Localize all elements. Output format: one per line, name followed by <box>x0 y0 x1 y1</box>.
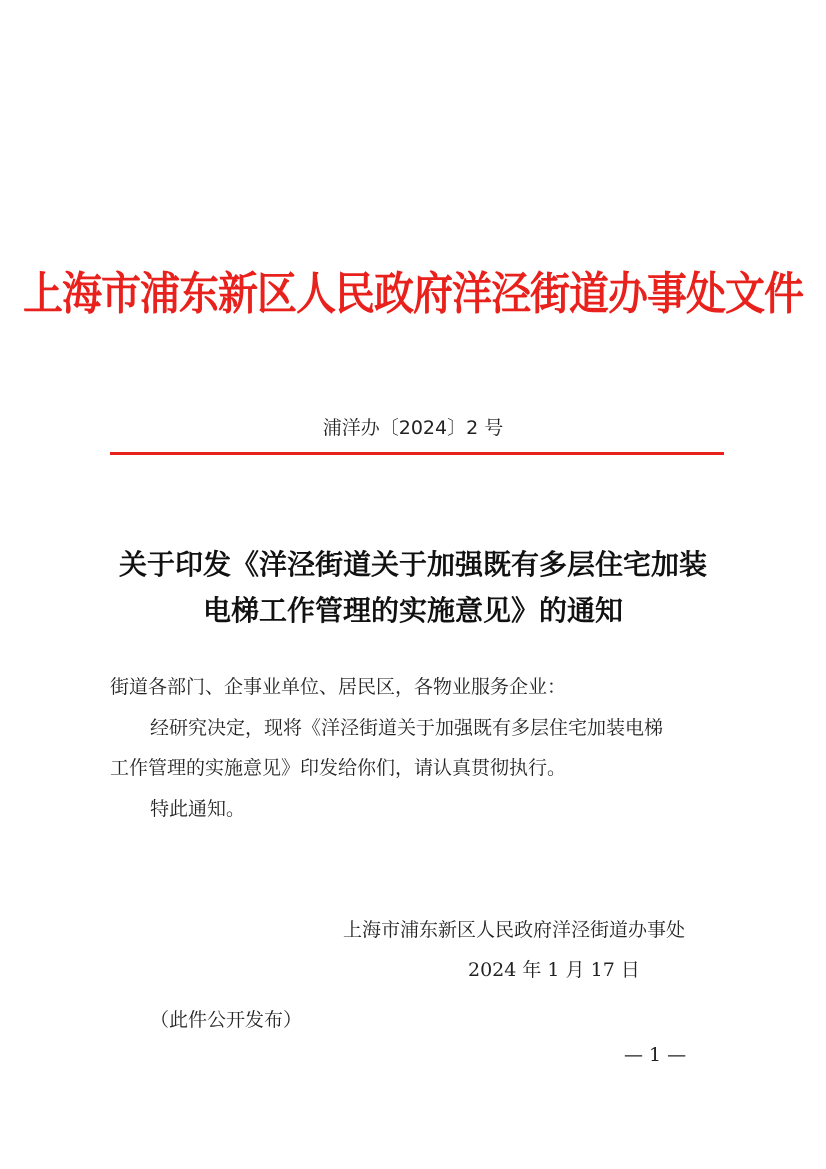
issuing-authority: 上海市浦东新区人民政府洋泾街道办事处 <box>343 919 686 941</box>
closing-remark: 特此通知。 <box>150 798 246 820</box>
notice-title-line-2: 电梯工作管理的实施意见》的通知 <box>202 594 623 627</box>
addressee-line: 街道各部门、企事业单位、居民区，各物业服务企业： <box>110 676 567 698</box>
page-number: — 1 — <box>624 1044 687 1066</box>
public-release-note: （此件公开发布） <box>150 1009 303 1031</box>
document-number: 浦洋办〔2024〕2 号 <box>322 417 504 439</box>
body-paragraph-line-1: 经研究决定，现将《洋泾街道关于加强既有多层住宅加装电梯 <box>150 717 664 739</box>
body-paragraph-line-2: 工作管理的实施意见》印发给你们，请认真贯彻执行。 <box>110 757 567 779</box>
red-divider-line <box>110 452 724 455</box>
issue-date: 2024 年 1 月 17 日 <box>468 959 640 981</box>
document-masthead: 上海市浦东新区人民政府洋泾街道办事处文件 <box>23 268 803 321</box>
notice-title-line-1: 关于印发《洋泾街道关于加强既有多层住宅加装 <box>118 548 707 581</box>
